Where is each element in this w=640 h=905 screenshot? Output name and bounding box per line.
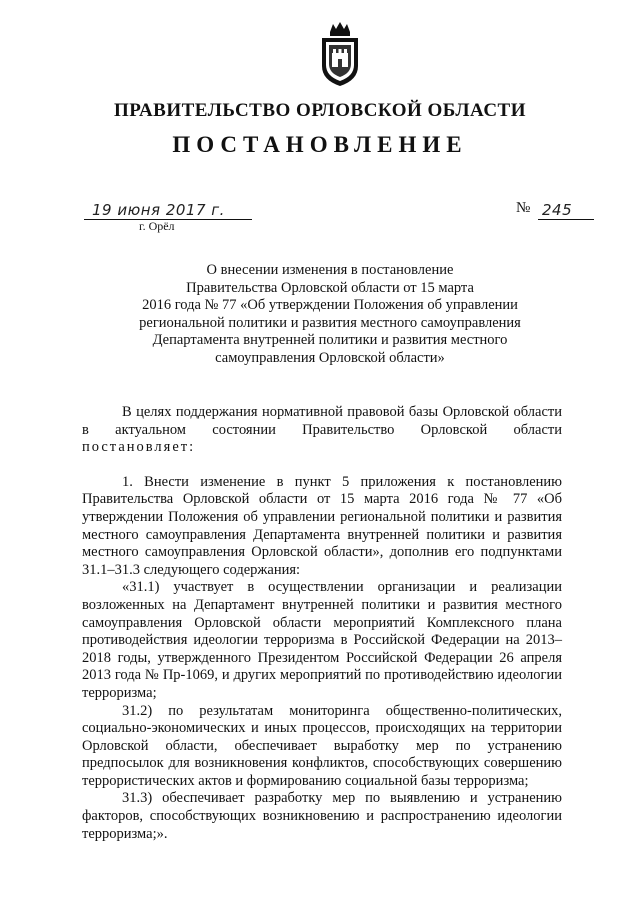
subject-line: О внесении изменения в постановление bbox=[206, 262, 454, 278]
document-type-title: ПОСТАНОВЛЕНИЕ bbox=[172, 132, 468, 157]
intro-decree-word: постановляет: bbox=[82, 439, 196, 456]
subject-line: Департамента внутренней политики и развития местного bbox=[152, 332, 508, 348]
subitem-31-1-paragraph: «31.1) участвует в осуществлении организации и реализации возложенных на Департамент внутренней политики и развития местного самоуправления Орловской области мероприятий Комплексного плана противодействия идеологии терроризма в Российской Федерации на 2013–2018 годы, утвержденного Президентом Российской Федерации 26 апреля 2013 года № Пр-1069, и других мероприятий по противодействию идеологии терроризма; bbox=[82, 579, 562, 701]
item-1-paragraph: 1. Внести изменение в пункт 5 приложения к постановлению Правительства Орловской области от 15 марта 2016 года № 77 «Об утверждении Положения об управлении региональной политики и развития местного самоуправления Департамента внутренней политики и развития местного самоуправления Орловской области», дополнив его подпунктами 31.1–31.3 следующего содержания: bbox=[82, 473, 562, 578]
government-title: ПРАВИТЕЛЬСТВО ОРЛОВСКОЙ ОБЛАСТИ bbox=[113, 100, 526, 121]
subitem-31-3-paragraph: 31.3) обеспечивает разработку мер по выявлению и устранению факторов, способствующих возникновению и распространению идеологии терроризма;». bbox=[82, 790, 562, 842]
date-field bbox=[84, 197, 252, 220]
subject-line: Правительства Орловской области от 15 марта bbox=[186, 279, 474, 296]
number-field bbox=[538, 197, 594, 220]
number-label: № bbox=[516, 200, 531, 216]
intro-paragraph bbox=[82, 404, 562, 457]
coat-of-arms-emblem bbox=[318, 20, 362, 88]
document-subject bbox=[120, 262, 540, 367]
intro-text: В целях поддержания нормативной правовой базы Орловской области в актуальном состоянии Правительство Орловской области bbox=[82, 404, 562, 438]
subitem-31-2-paragraph: 31.2) по результатам мониторинга общественно-политических, социально-экономических и иных процессов, происходящих на территории Орловской области, обеспечивает выработку мер по устранению предпосылок для возникновения конфликтов, способствующих совершению террористических актов и формированию социальной базы терроризма; bbox=[82, 702, 562, 789]
subject-line: 2016 года № 77 «Об утверждении Положения об управлении bbox=[142, 297, 518, 313]
subject-line: самоуправления Орловской области» bbox=[215, 349, 445, 366]
handwritten-number: 245 bbox=[542, 201, 573, 219]
handwritten-date: 19 июня 2017 г. bbox=[92, 201, 225, 219]
subject-line: региональной политики и развития местного самоуправления bbox=[139, 314, 521, 331]
city-label: г. Орёл bbox=[139, 219, 175, 233]
document-body bbox=[82, 404, 562, 843]
